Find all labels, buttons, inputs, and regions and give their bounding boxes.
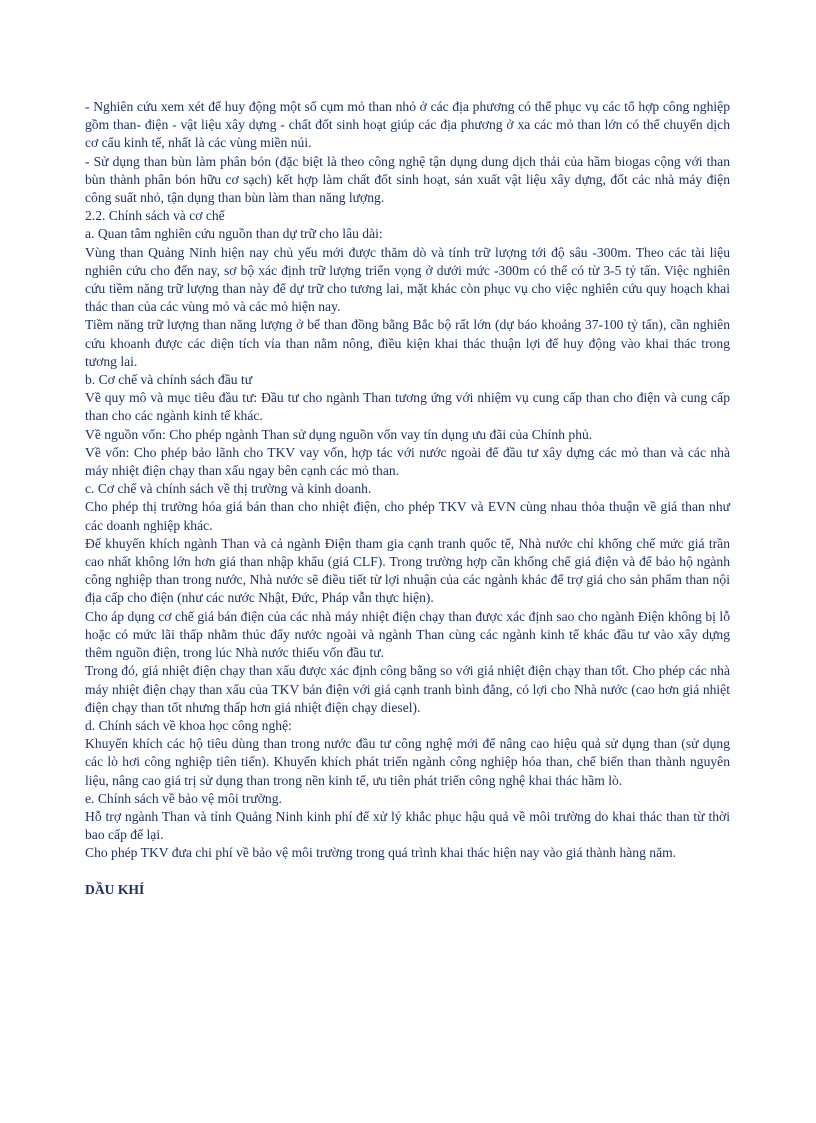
paragraph-3: Vùng than Quảng Ninh hiện nay chủ yếu mới được thăm dò và tính trữ lượng tới độ sâu -300m. Theo các tài liệu nghiên cứu cho đến nay, sơ bộ xác định trữ lượng triển vọng ở dưới mức -300m có thể có từ 3-5 tỷ tấn. Việc nghiên cứu tiềm năng trữ lượng than này để dự trữ cho tương lai, mặt khác còn phục vụ cho việc nghiên cứu quy hoạch khai thác than của các vùng mỏ và các mỏ hiện nay. — [85, 244, 730, 315]
subsection-e-title: e. Chính sách về bảo vệ môi trường. — [85, 790, 282, 806]
paragraph-1: - Nghiên cứu xem xét để huy động một số cụm mỏ than nhỏ ở các địa phương có thể phục vụ các tổ hợp công nghiệp gồm than- điện - vật liệu xây dựng - chất đốt sinh hoạt giúp các địa phương ở xa các mỏ than lớn có thể chuyển dịch cơ cấu kinh tế, nhất là các vùng miền núi. — [85, 99, 730, 151]
paragraph-10: Cho áp dụng cơ chế giá bán điện của các nhà máy nhiệt điện chạy than được xác định sao cho ngành Điện không bị lỗ hoặc có mức lãi thấp nhằm thúc đẩy nước ngoài và ngành Than cùng các ngành kinh tế khác đầu tư vào xây dựng thêm nguồn điện, trong lúc Nhà nước thiếu vốn đầu tư. — [85, 608, 730, 661]
subsection-c-title: c. Cơ chế và chính sách về thị trường và kinh doanh. — [85, 481, 372, 497]
paragraph-2: - Sử dụng than bùn làm phân bón (đặc biệt là theo công nghệ tận dụng dung dịch thải của hầm biogas cộng với than bùn thành phân bón hữu cơ sạch) kết hợp làm chất đốt sinh hoạt, sản xuất vật liệu xây dựng, đốt các nhà máy điện công suất nhỏ, tận dụng than bùn làm than năng lượng. — [85, 153, 730, 206]
paragraph-4: Tiềm năng trữ lượng than năng lượng ở bể than đồng bằng Bắc bộ rất lớn (dự báo khoảng 37-100 tỷ tấn), cần nghiên cứu khoanh được các diện tích vỉa than nằm nông, điều kiện khai thác thuận lợi để huy động vào khai thác trong tương lai. — [85, 317, 730, 369]
subsection-b-title: b. Cơ chế và chính sách đầu tư — [85, 372, 253, 388]
subsection-d-title: d. Chính sách về khoa học công nghệ: — [85, 717, 292, 733]
paragraph-9: Để khuyến khích ngành Than và cả ngành Điện tham gia cạnh tranh quốc tế, Nhà nước chỉ khống chế mức giá trần cao nhất không lớn hơn giá than nhập khẩu (giá CLF). Trong trường hợp cần khống chế giá điện và để bảo hộ ngành công nghiệp than trong nước, Nhà nước sẽ điều tiết từ lợi nhuận của các ngành khác để trợ giá cho sản phẩm than nội địa cấp cho điện (như các nước Nhật, Đức, Pháp vẫn thực hiện). — [85, 535, 730, 606]
section-heading-dau-khi: DẦU KHÍ — [85, 881, 145, 897]
subsection-a-title: a. Quan tâm nghiên cứu nguồn than dự trữ cho lâu dài: — [85, 226, 383, 242]
paragraph-7: Về vốn: Cho phép bảo lãnh cho TKV vay vốn, hợp tác với nước ngoài để đầu tư xây dựng các mỏ than và các nhà máy nhiệt điện chạy than xấu ngay bên cạnh các mỏ than. — [85, 444, 730, 479]
paragraph-5: Về quy mô và mục tiêu đầu tư: Đầu tư cho ngành Than tương ứng với nhiệm vụ cung cấp than cho điện và cung cấp than cho các ngành kinh tế khác. — [85, 390, 730, 424]
paragraph-12: Khuyến khích các hộ tiêu dùng than trong nước đầu tư công nghệ mới để nâng cao hiệu quả sử dụng than (sử dụng các lò hơi công nghiệp tiên tiến). Khuyến khích phát triển ngành công nghiệp hóa than, chế biến than thành nguyên liệu, nâng cao giá trị sử dụng than trong nền kinh tế, ưu tiên phát triển công nghệ khai thác hầm lò. — [85, 736, 730, 788]
document-page — [85, 98, 730, 899]
paragraph-13: Hỗ trợ ngành Than và tỉnh Quảng Ninh kinh phí để xử lý khắc phục hậu quả về môi trường do khai thác than từ thời bao cấp để lại. — [85, 808, 730, 843]
paragraph-11: Trong đó, giá nhiệt điện chạy than xấu được xác định công bằng so với giá nhiệt điện chạy than tốt. Cho phép các nhà máy nhiệt điện chạy than xấu của TKV bán điện với giá cạnh tranh bình đẳng, có lợi cho Nhà nước (cao hơn giá nhiệt điện chạy than tốt nhưng thấp hơn giá nhiệt điện chạy diesel). — [85, 663, 730, 715]
paragraph-14: Cho phép TKV đưa chi phí về bảo vệ môi trường trong quá trình khai thác hiện nay vào giá thành hàng năm. — [85, 845, 677, 861]
section-title-2-2: 2.2. Chính sách và cơ chế — [85, 208, 225, 224]
paragraph-8: Cho phép thị trường hóa giá bán than cho nhiệt điện, cho phép TKV và EVN cùng nhau thỏa thuận về giá than như các doanh nghiệp khác. — [85, 499, 730, 533]
paragraph-6: Về nguồn vốn: Cho phép ngành Than sử dụng nguồn vốn vay tín dụng ưu đãi của Chính phủ. — [85, 426, 593, 442]
